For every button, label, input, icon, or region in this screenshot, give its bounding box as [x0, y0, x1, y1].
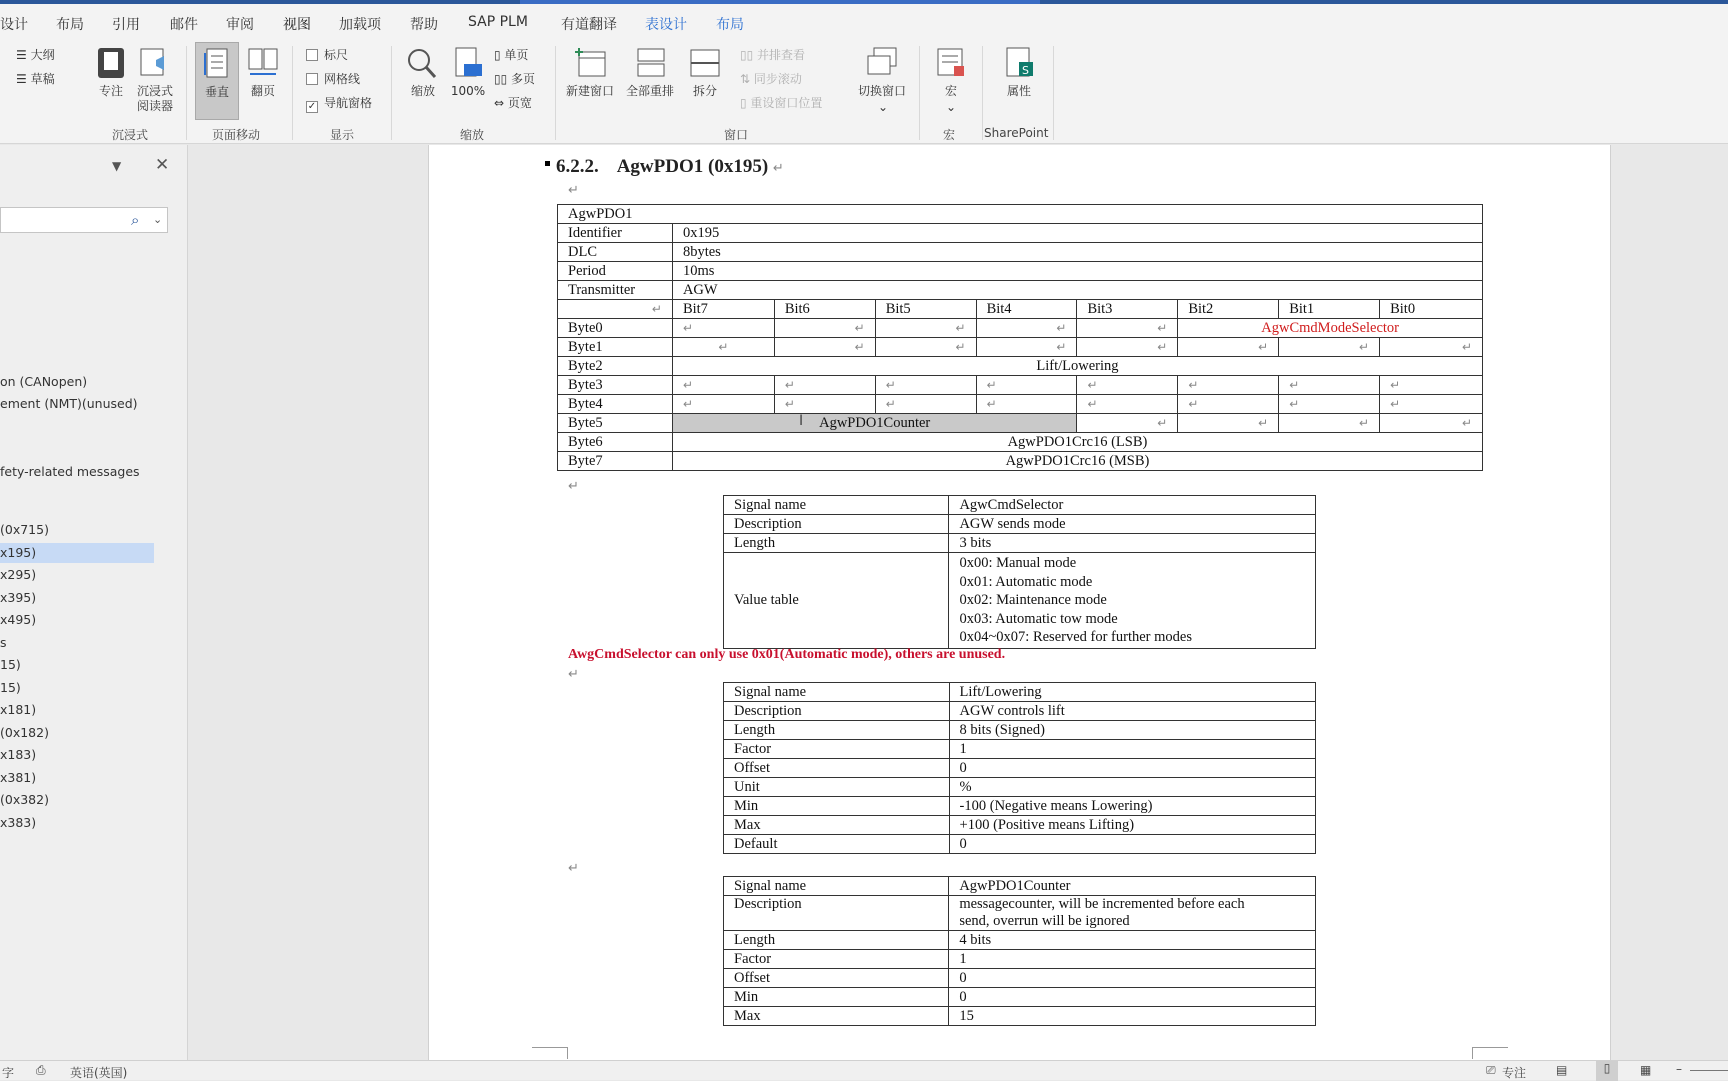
nav-item[interactable]: x495)	[0, 612, 37, 627]
table-cell[interactable]: Default	[724, 835, 950, 854]
nav-pane-checkbox[interactable]: ✓ 导航窗格	[307, 96, 373, 112]
table-cell[interactable]: DLC	[558, 243, 673, 262]
table-cell[interactable]: Description	[724, 702, 950, 721]
table-cell[interactable]: ↵	[1077, 376, 1178, 395]
language-status[interactable]: 英语(英国)	[70, 1066, 128, 1080]
red-note[interactable]: AwgCmdSelector can only use 0x01(Automatic mode), others are unused.	[568, 647, 1006, 662]
table-cell[interactable]	[949, 896, 1316, 931]
outline-icon: ☰	[16, 48, 31, 62]
table-cell[interactable]: ↵	[774, 376, 875, 395]
signal-table-lift-lowering[interactable]	[723, 682, 1316, 854]
nav-item[interactable]: x183)	[0, 747, 37, 762]
paragraph-mark: ↵	[568, 666, 579, 681]
nav-item[interactable]: x295)	[0, 567, 37, 582]
macros-group-label: 宏	[943, 128, 956, 142]
table-cell-selected[interactable]: AgwPDO1Counter	[672, 414, 1077, 433]
word-count-status[interactable]: 字	[2, 1066, 15, 1080]
table-cell[interactable]: ↵	[672, 338, 774, 357]
zoom-100-icon	[452, 46, 484, 80]
immersive-reader-button[interactable]: 沉浸式阅读器	[136, 84, 173, 113]
one-page-button[interactable]: ▯ 单页	[494, 48, 529, 62]
tab-help[interactable]: 帮助	[410, 17, 438, 33]
table-cell[interactable]: ↵	[875, 395, 976, 414]
table-cell[interactable]: +100 (Positive means Lifting)	[949, 816, 1315, 835]
table-cell[interactable]: ↵	[774, 338, 875, 357]
ruler-check-icon	[306, 49, 318, 61]
page-corner-mark	[532, 1047, 568, 1059]
focus-icon	[95, 46, 127, 80]
nav-pane-check-icon: ✓	[307, 101, 317, 112]
table-cell[interactable]: Offset	[724, 969, 949, 988]
zoom-button[interactable]: 缩放	[410, 84, 435, 98]
table-cell[interactable]: AGW sends mode	[949, 515, 1316, 534]
zoom-100-button[interactable]: 100%	[450, 84, 486, 98]
table-cell[interactable]: Description	[724, 515, 949, 534]
gridlines-check-icon	[306, 73, 318, 85]
zoom-group-label: 缩放	[460, 128, 485, 142]
focus-mode-button[interactable]: 专注	[1502, 1066, 1527, 1080]
web-layout-icon[interactable]: ▦	[1640, 1063, 1652, 1077]
switch-window-button[interactable]: 切换窗口	[857, 84, 906, 98]
table-cell[interactable]: Factor	[724, 740, 950, 759]
table-cell[interactable]: 3 bits	[949, 534, 1316, 553]
table-cell[interactable]: Min	[724, 797, 950, 816]
table-cell[interactable]: AGW	[672, 281, 1482, 300]
close-icon[interactable]: ✕	[155, 155, 170, 175]
table-cell[interactable]: Min	[724, 988, 949, 1007]
sync-scroll-icon: ⇅	[740, 72, 754, 86]
sharepoint-group-label: SharePoint	[984, 126, 1049, 140]
nav-item[interactable]: x181)	[0, 702, 37, 717]
zoom-slider[interactable]	[1690, 1070, 1728, 1071]
table-cell[interactable]: Bit1	[1279, 300, 1380, 319]
table-cell[interactable]: ↵	[1077, 395, 1178, 414]
table-cell[interactable]: Byte7	[558, 452, 673, 471]
table-cell[interactable]: ↵	[558, 300, 673, 319]
vertical-button[interactable]	[195, 42, 239, 120]
table-cell[interactable]: ↵	[875, 319, 976, 338]
tab-table-design[interactable]: 表设计	[645, 17, 687, 33]
nav-item[interactable]: x395)	[0, 590, 37, 605]
table-cell[interactable]: Signal name	[724, 877, 949, 896]
table-cell[interactable]: Length	[724, 534, 949, 553]
properties-icon	[1003, 46, 1037, 80]
vertical-label: 垂直	[204, 85, 229, 99]
separator	[391, 46, 392, 140]
zoom-icon	[405, 46, 437, 80]
table-cell[interactable]: ↵	[1380, 338, 1483, 357]
table-cell[interactable]: Bit3	[1077, 300, 1178, 319]
table-cell[interactable]: AgwPDO1Crc16 (LSB)	[672, 433, 1482, 452]
sync-scroll-button[interactable]: ⇅ 同步滚动	[740, 72, 802, 86]
table-cell[interactable]: 1	[949, 740, 1315, 759]
table-cell[interactable]: ↵	[1178, 395, 1279, 414]
table-cell[interactable]: ↵	[875, 376, 976, 395]
macros-icon	[934, 46, 968, 80]
new-window-icon	[575, 46, 609, 80]
separator	[555, 46, 556, 140]
tab-layout[interactable]: 布局	[56, 17, 84, 33]
table-cell[interactable]: Lift/Lowering	[672, 357, 1482, 376]
tab-table-layout[interactable]: 布局	[716, 17, 744, 33]
switch-window-chevron-icon: ⌄	[877, 100, 889, 114]
section-heading[interactable]	[556, 156, 784, 178]
svg-text:S: S	[1022, 64, 1029, 77]
separator	[186, 46, 187, 140]
table-cell[interactable]: Description	[724, 896, 949, 931]
table-cell[interactable]: 8 bits (Signed)	[949, 721, 1315, 740]
paragraph-mark: ↵	[568, 478, 579, 493]
table-cell[interactable]: Max	[724, 1007, 949, 1026]
table-cell[interactable]: Byte5	[558, 414, 673, 433]
table-cell[interactable]: Byte2	[558, 357, 673, 376]
separator	[1053, 46, 1054, 140]
table-cell[interactable]: Lift/Lowering	[949, 683, 1315, 702]
table-cell[interactable]: Length	[724, 931, 949, 950]
table-cell[interactable]: %	[949, 778, 1315, 797]
heading-number: 6.2.2.	[556, 156, 599, 177]
value-table-entry: 0x03: Automatic tow mode	[959, 610, 1118, 627]
nav-search-input[interactable]	[0, 207, 168, 233]
table-cell[interactable]: -100 (Negative means Lowering)	[949, 797, 1315, 816]
table-cell[interactable]: Length	[724, 721, 950, 740]
table-cell[interactable]: Period	[558, 262, 673, 281]
table-cell[interactable]: Signal name	[724, 683, 950, 702]
table-cell[interactable]: Unit	[724, 778, 950, 797]
table-cell[interactable]: ↵	[1077, 319, 1178, 338]
table-cell[interactable]: Byte6	[558, 433, 673, 452]
page-movement-group-label: 页面移动	[212, 128, 261, 142]
text-cursor-icon: I	[799, 413, 804, 429]
page-width-icon: ⇔	[494, 96, 508, 110]
table-cell[interactable]: AgwPDO1Counter	[949, 877, 1316, 896]
table-cell[interactable]: Value table	[724, 553, 949, 649]
zoom-out-icon[interactable]: –	[1676, 1062, 1682, 1076]
nav-item[interactable]: 15)	[0, 657, 21, 672]
print-layout-icon[interactable]: ▯	[1596, 1061, 1618, 1081]
table-cell[interactable]: ↵	[1279, 338, 1380, 357]
switch-window-icon	[866, 46, 900, 80]
tab-view[interactable]: 视图	[283, 14, 311, 41]
table-cell[interactable]: 0x195	[672, 224, 1482, 243]
nav-item[interactable]: x383)	[0, 815, 37, 830]
table-cell[interactable]: ↵	[976, 319, 1077, 338]
macros-button[interactable]: 宏	[944, 84, 957, 98]
reset-window-icon: ▯	[740, 96, 751, 110]
side-by-side-button[interactable]: ▯▯ 并排查看	[740, 48, 806, 62]
new-window-button[interactable]: 新建窗口	[565, 84, 614, 98]
table-cell[interactable]: 0	[949, 835, 1315, 854]
table-cell[interactable]: ↵	[1178, 376, 1279, 395]
paragraph-mark: ↵	[568, 182, 579, 197]
heading-bullet	[545, 161, 550, 166]
table-cell[interactable]: Byte1	[558, 338, 673, 357]
outline-button[interactable]: ☰ 大纲	[16, 48, 55, 62]
table-cell[interactable]: Transmitter	[558, 281, 673, 300]
side-by-side-icon: ▯▯	[740, 48, 758, 62]
table-cell[interactable]: ↵	[774, 395, 875, 414]
nav-item[interactable]: on (CANopen)	[0, 374, 88, 389]
table-cell[interactable]: ↵	[875, 338, 976, 357]
ribbon	[0, 38, 1728, 144]
heading-title: AgwPDO1 (0x195)	[616, 156, 769, 177]
table-cell[interactable]: 8bytes	[672, 243, 1482, 262]
page-corner-mark	[1472, 1047, 1508, 1059]
ruler-checkbox[interactable]: 标尺	[306, 46, 348, 63]
navigation-pane	[0, 145, 188, 1060]
tab-mailings[interactable]: 邮件	[170, 17, 198, 33]
draft-button[interactable]: ☰ 草稿	[16, 72, 55, 86]
paragraph-mark: ↵	[772, 160, 784, 175]
table-cell[interactable]: Bit7	[672, 300, 774, 319]
table-cell[interactable]: ↵	[1380, 395, 1483, 414]
table-cell[interactable]: ↵	[1279, 395, 1380, 414]
separator	[919, 46, 920, 140]
side-to-side-icon	[246, 46, 280, 80]
multi-page-icon: ▯▯	[494, 72, 512, 86]
table-cell[interactable]: AGW controls lift	[949, 702, 1315, 721]
search-chevron-icon[interactable]: ⌄	[153, 213, 163, 226]
tab-youdao[interactable]: 有道翻译	[561, 17, 617, 33]
table-cell[interactable]: Byte3	[558, 376, 673, 395]
ribbon-tab-bar	[0, 4, 1728, 38]
table-cell[interactable]: 0	[949, 759, 1315, 778]
window-group-label: 窗口	[724, 128, 749, 142]
nav-item[interactable]: s	[0, 635, 7, 650]
one-page-icon: ▯	[494, 48, 505, 62]
table-cell[interactable]: 15	[949, 1007, 1316, 1026]
value-table-entry: 0x00: Manual mode	[959, 555, 1077, 571]
table-cell[interactable]: Bit5	[875, 300, 976, 319]
description-line: send, overrun will be ignored	[959, 913, 1130, 929]
draft-icon: ☰	[16, 72, 31, 86]
show-group-label: 显示	[330, 128, 355, 142]
nav-item[interactable]: fety-related messages	[0, 464, 140, 479]
table-cell[interactable]: ↵	[1178, 338, 1279, 357]
table-cell[interactable]: AgwCmdModeSelector	[1178, 319, 1483, 338]
table-cell[interactable]: ↵	[1178, 414, 1279, 433]
nav-item[interactable]: (0x715)	[0, 522, 49, 537]
table-cell[interactable]: Bit4	[976, 300, 1077, 319]
table-cell[interactable]: ↵	[976, 338, 1077, 357]
paragraph-mark: ↵	[568, 860, 579, 875]
table-cell[interactable]: Factor	[724, 950, 949, 969]
table-cell[interactable]: Byte4	[558, 395, 673, 414]
tab-references[interactable]: 引用	[112, 17, 140, 33]
table-cell[interactable]: AgwPDO1	[558, 205, 1483, 224]
arrange-all-icon	[634, 46, 668, 80]
table-cell[interactable]: Bit2	[1178, 300, 1279, 319]
nav-item-selected[interactable]: x195)	[0, 543, 154, 563]
nav-item[interactable]: (0x182)	[0, 725, 49, 740]
nav-item[interactable]: (0x382)	[0, 792, 49, 807]
table-cell[interactable]: ↵	[672, 395, 774, 414]
table-cell[interactable]: ↵	[774, 319, 875, 338]
agwpdo1-table[interactable]	[557, 204, 1483, 471]
table-cell[interactable]: 0	[949, 988, 1316, 1007]
tab-review[interactable]: 审阅	[226, 17, 254, 33]
table-cell[interactable]: ↵	[672, 319, 774, 338]
table-cell[interactable]: Offset	[724, 759, 950, 778]
read-mode-icon[interactable]: ▤	[1556, 1063, 1568, 1077]
table-cell[interactable]: ↵	[1279, 414, 1380, 433]
table-cell[interactable]: AgwPDO1Crc16 (MSB)	[672, 452, 1482, 471]
multi-page-button[interactable]: ▯▯ 多页	[494, 72, 536, 86]
table-cell[interactable]: Bit6	[774, 300, 875, 319]
table-cell[interactable]: 0	[949, 969, 1316, 988]
table-cell[interactable]	[949, 553, 1316, 649]
table-cell[interactable]: ↵	[976, 376, 1077, 395]
table-cell[interactable]: Max	[724, 816, 950, 835]
tab-sap-plm[interactable]: SAP PLM	[468, 14, 528, 30]
nav-item[interactable]: 15)	[0, 680, 21, 695]
table-cell[interactable]: AgwCmdSelector	[949, 496, 1316, 515]
page-width-button[interactable]: ⇔ 页宽	[494, 96, 532, 110]
table-cell[interactable]: ↵	[1279, 376, 1380, 395]
gridlines-checkbox[interactable]: 网格线	[306, 70, 360, 87]
macros-chevron-icon: ⌄	[945, 100, 957, 114]
table-cell[interactable]: 10ms	[672, 262, 1482, 281]
separator	[982, 46, 983, 140]
status-bar	[0, 1060, 1728, 1080]
immersive-reader-icon	[138, 46, 172, 80]
separator	[292, 46, 293, 140]
proofing-icon[interactable]: ⎙	[36, 1063, 46, 1077]
signal-table-counter[interactable]	[723, 876, 1316, 1026]
table-cell[interactable]: Bit0	[1380, 300, 1483, 319]
side-to-side-button[interactable]: 翻页	[250, 84, 275, 98]
tab-design[interactable]: 设计	[0, 17, 28, 33]
nav-options-chevron-icon[interactable]: ▼	[112, 159, 122, 173]
table-cell[interactable]: ↵	[672, 376, 774, 395]
properties-button[interactable]: 属性	[1006, 84, 1031, 98]
arrange-all-button[interactable]: 全部重排	[625, 84, 674, 98]
table-cell[interactable]: ↵	[1380, 414, 1483, 433]
signal-table-cmd-selector[interactable]	[723, 495, 1316, 649]
nav-item[interactable]: ement (NMT)(unused)	[0, 396, 138, 411]
immersive-group-label: 沉浸式	[112, 128, 149, 142]
vertical-icon	[203, 47, 233, 81]
split-icon	[688, 46, 722, 80]
table-cell[interactable]: ↵	[1380, 376, 1483, 395]
focus-button[interactable]: 专注	[98, 84, 123, 98]
reset-window-button[interactable]: ▯ 重设窗口位置	[740, 96, 823, 110]
focus-mode-icon[interactable]: ⎚	[1486, 1063, 1496, 1077]
nav-item[interactable]: x381)	[0, 770, 37, 785]
table-cell[interactable]: ↵	[1077, 338, 1178, 357]
table-cell[interactable]: 1	[949, 950, 1316, 969]
table-cell[interactable]: ↵	[976, 395, 1077, 414]
tab-addins[interactable]: 加载项	[339, 17, 381, 33]
table-cell[interactable]: 4 bits	[949, 931, 1316, 950]
value-table-entry: 0x01: Automatic mode	[959, 573, 1093, 590]
split-button[interactable]: 拆分	[692, 84, 717, 98]
table-cell[interactable]: Byte0	[558, 319, 673, 338]
table-cell[interactable]: ↵	[1077, 414, 1178, 433]
search-icon[interactable]: ⌕	[131, 211, 140, 229]
value-table-entry: 0x04~0x07: Reserved for further modes	[959, 629, 1192, 645]
table-cell[interactable]: Identifier	[558, 224, 673, 243]
table-cell[interactable]: Signal name	[724, 496, 949, 515]
value-table-entry: 0x02: Maintenance mode	[959, 592, 1107, 608]
description-line: messagecounter, will be incremented before each	[959, 896, 1245, 912]
